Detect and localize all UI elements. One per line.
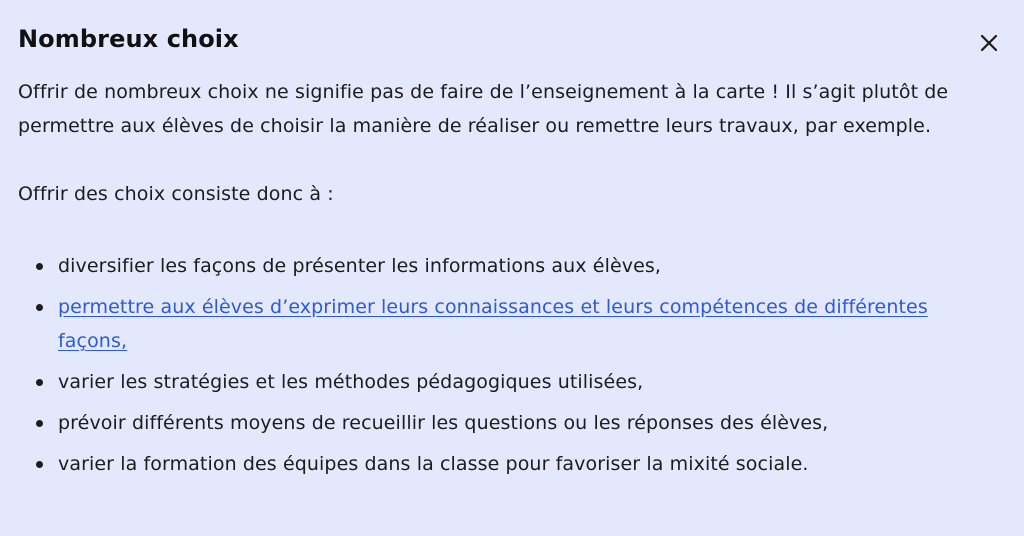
close-icon [980, 34, 998, 52]
lead-paragraph: Offrir des choix consiste donc à : [18, 183, 334, 205]
close-button[interactable] [974, 22, 1004, 56]
dialog-header [18, 22, 994, 62]
list-item-text: varier les stratégies et les méthodes pédagogiques utilisées, [58, 371, 644, 393]
list-item-text: prévoir différents moyens de recueillir les questions ou les réponses des élèves, [58, 412, 829, 434]
list-item [58, 290, 994, 358]
list-item [58, 447, 994, 481]
express-knowledge-link[interactable]: permettre aux élèves d’exprimer leurs connaissances et leurs compétences de différentes façons, [58, 296, 928, 352]
dialog-content [18, 75, 994, 481]
intro-paragraph: Offrir de nombreux choix ne signifie pas de faire de l’enseignement à la carte ! Il s’agit plutôt de permettre aux élèves de choisir la manière de réaliser ou remettre leurs travaux, par exemple. [18, 81, 949, 137]
list-item-text: varier la formation des équipes dans la classe pour favoriser la mixité sociale. [58, 453, 809, 475]
list-item [58, 249, 994, 283]
list-item-text: diversifier les façons de présenter les informations aux élèves, [58, 255, 662, 277]
list-item [58, 365, 994, 399]
list-item [58, 406, 994, 440]
choices-list [18, 249, 994, 481]
dialog-title: Nombreux choix [18, 25, 239, 53]
